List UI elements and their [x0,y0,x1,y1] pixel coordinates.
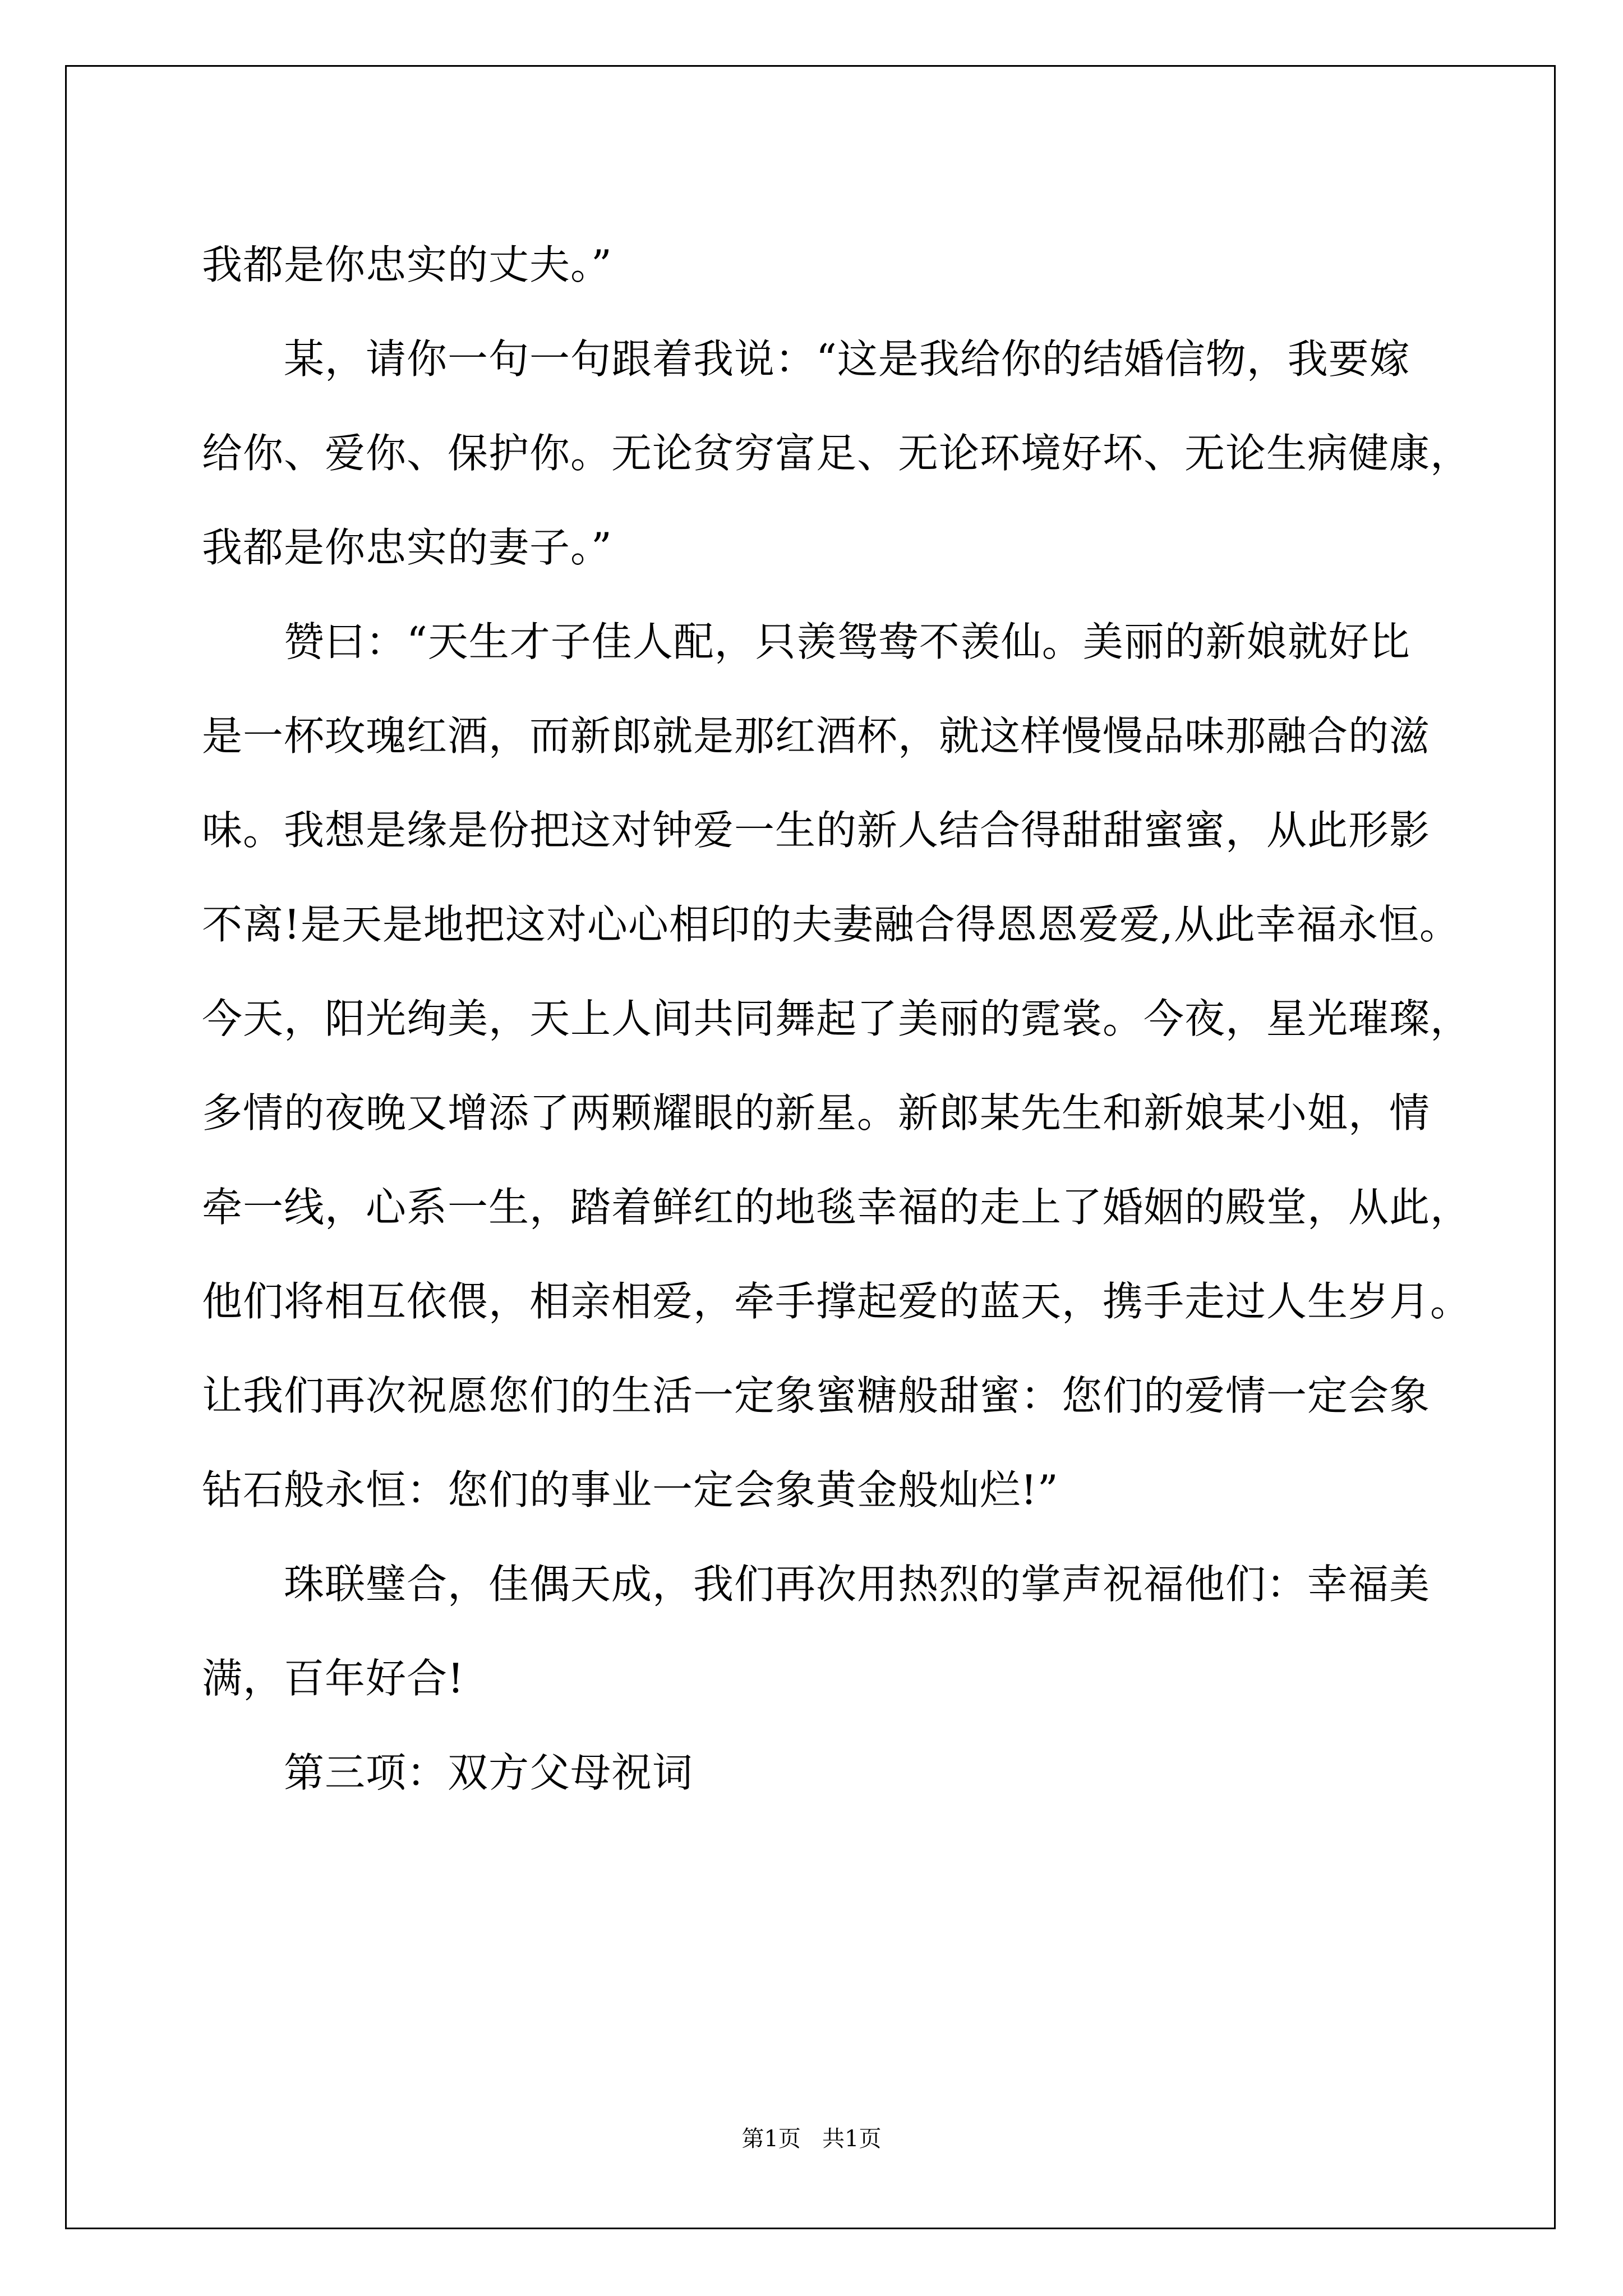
text-line: 多情的夜晚又增添了两颗耀眼的新星。新郎某先生和新娘某小姐，情 [202,1089,1431,1137]
text-line: 他们将相互依偎，相亲相爱，牵手撑起爱的蓝天，携手走过人生岁月。 [202,1278,1472,1325]
text-line: 我都是你忠实的丈夫。” [202,241,612,288]
text-line: 今天，阳光绚美，天上人间共同舞起了美丽的霓裳。今夜，星光璀璨， [202,995,1472,1042]
text-line: 给你、爱你、保护你。无论贫穷富足、无论环境好坏、无论生病健康， [202,430,1472,477]
text-line: 味。我想是缘是份把这对钟爱一生的新人结合得甜甜蜜蜜，从此形影 [202,807,1431,854]
text-line: 不离!是天是地把这对心心相印的夫妻融合得恩恩爱爱,从此幸福永恒。 [202,901,1460,948]
text-line: 满，百年好合! [202,1655,464,1702]
text-line: 让我们再次祝愿您们的生活一定象蜜糖般甜蜜：您们的爱情一定会象 [202,1372,1431,1419]
text-line: 某，请你一句一句跟着我说：“这是我给你的结婚信物，我要嫁 [284,335,1410,383]
text-line: 是一杯玫瑰红酒，而新郎就是那红酒杯，就这样慢慢品味那融合的滋 [202,712,1431,760]
section-heading: 第三项：双方父母祝词 [284,1749,694,1796]
text-line: 赞曰：“天生才子佳人配，只羡鸳鸯不羡仙。美丽的新娘就好比 [284,618,1410,665]
text-line: 珠联璧合，佳偶天成，我们再次用热烈的掌声祝福他们：幸福美 [284,1561,1431,1608]
document-body [202,218,1472,1820]
text-line: 我都是你忠实的妻子。” [202,524,612,571]
text-line: 牵一线，心系一生，踏着鲜红的地毯幸福的走上了婚姻的殿堂，从此， [202,1184,1472,1231]
text-line: 钻石般永恒：您们的事业一定会象黄金般灿烂!” [202,1466,1059,1513]
page-number-footer: 第1页 共1页 [741,2126,882,2152]
